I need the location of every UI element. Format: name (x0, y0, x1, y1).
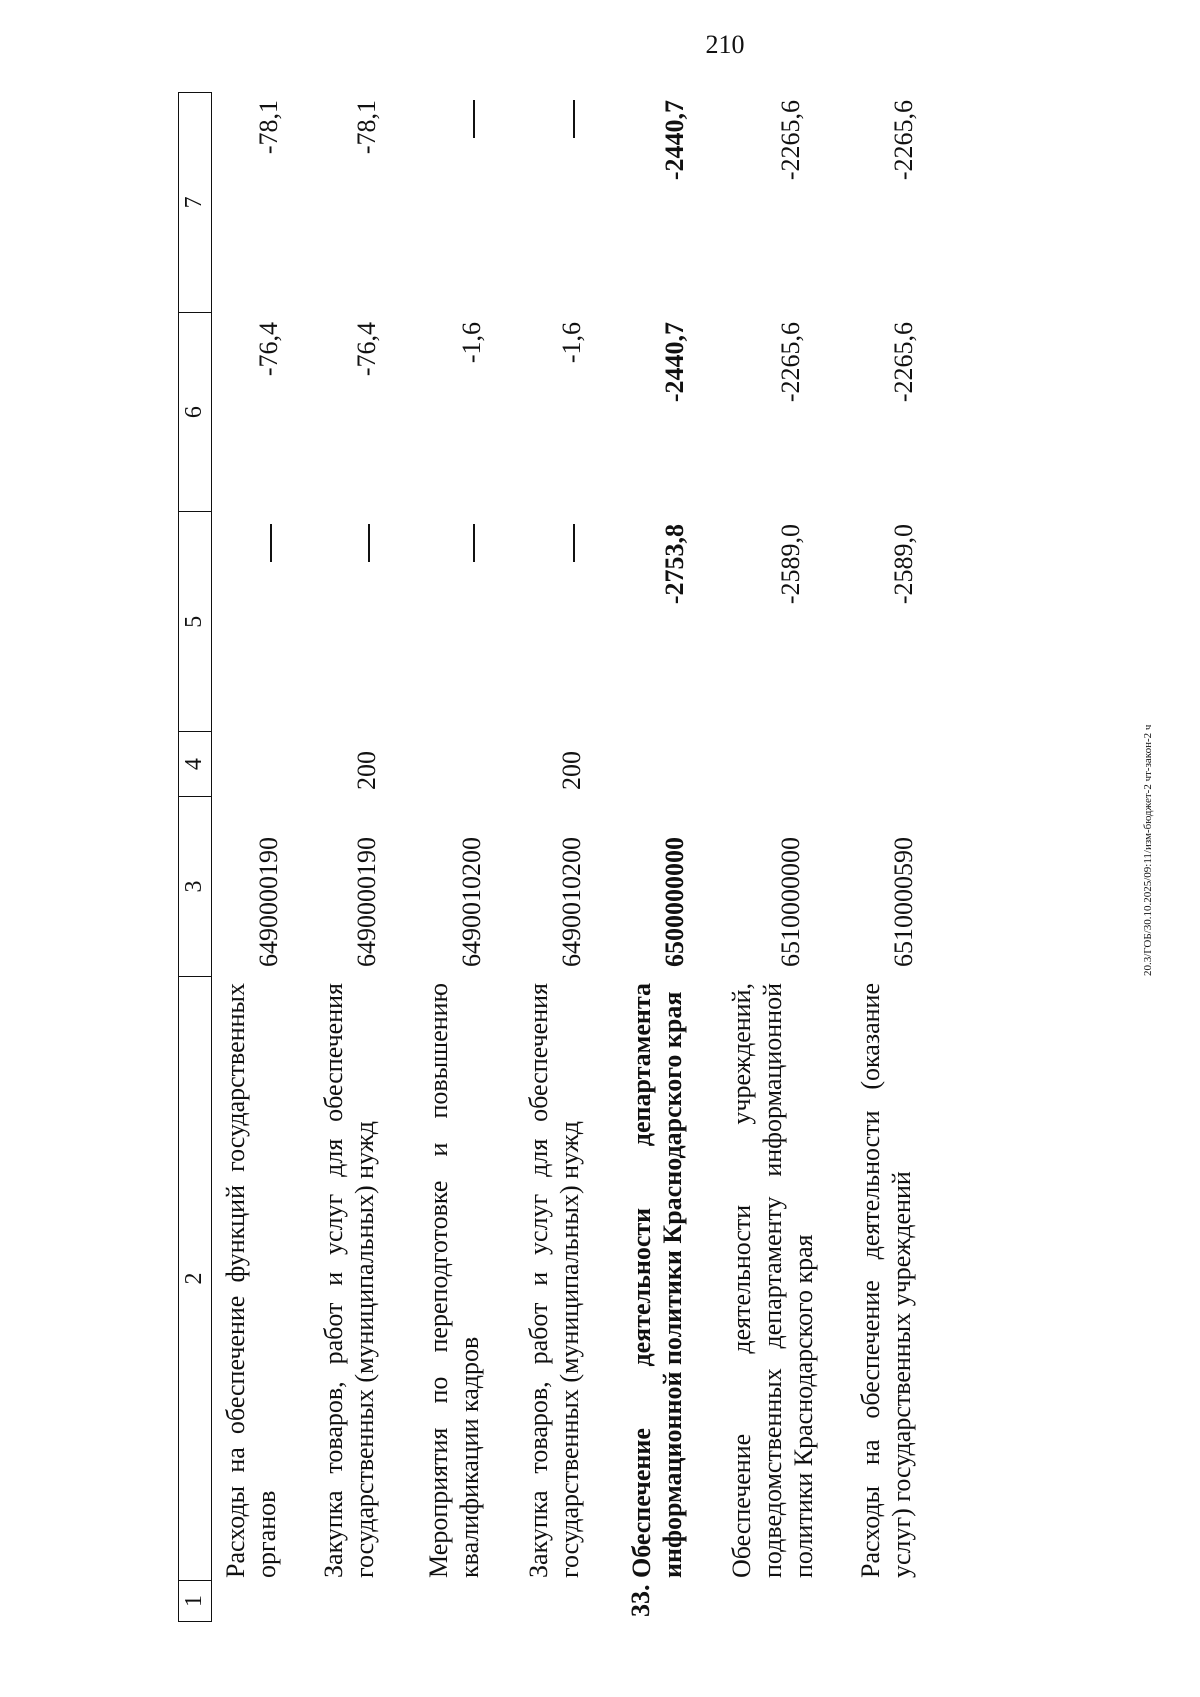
row-expense-type: 200 (557, 751, 586, 790)
row-value-col5 (352, 524, 382, 732)
row-value-col7: -2265,6 (889, 100, 918, 181)
dash-mark (573, 524, 575, 562)
row-name: Расходы на обеспечение деятельности (оказание услуг) государственных учреждений (856, 983, 916, 1578)
budget-table (178, 92, 1078, 1622)
row-name: Обеспечение деятельности департамента информационной политики Краснодарского края (627, 983, 687, 1578)
header-col-1: 1 (181, 1595, 207, 1608)
header-col-7: 7 (179, 93, 211, 313)
row-value-col6: -76,4 (254, 322, 283, 377)
row-number: 33. (626, 1584, 655, 1617)
row-code: 6490000190 (352, 837, 381, 967)
dash-mark (368, 524, 370, 562)
row-name: Закупка товаров, работ и услуг для обеспечения государственных (муниципальных) нужд (524, 983, 584, 1578)
row-value-col7: -2265,6 (776, 100, 805, 181)
row-value-col6: -1,6 (557, 322, 586, 364)
row-name: Закупка товаров, работ и услуг для обеспечения государственных (муниципальных) нужд (319, 983, 379, 1578)
header-col-6: 6 (179, 313, 211, 513)
row-code: 6510000000 (776, 837, 805, 967)
row-value-col5: -2589,0 (889, 524, 918, 605)
row-value-col6: -2265,6 (776, 322, 805, 403)
row-name: Обеспечение деятельности учреждений, подведомственных департаменту информационной политики Краснодарского края (727, 983, 818, 1578)
row-value-col5: -2753,8 (660, 524, 689, 605)
row-value-col7: -78,1 (352, 100, 381, 155)
row-code: 6500000000 (660, 837, 689, 967)
row-code: 6490000190 (254, 837, 283, 967)
row-value-col5: -2589,0 (776, 524, 805, 605)
dash-mark (573, 100, 575, 138)
table-header (178, 92, 212, 1622)
rotated-table (178, 92, 1078, 1622)
row-value-col5 (557, 524, 587, 732)
header-col-4: 4 (179, 732, 211, 797)
dash-mark (270, 524, 272, 562)
header-col-5: 5 (179, 512, 211, 732)
row-name: Расходы на обеспечение функций государственных органов (221, 983, 281, 1578)
row-name: Мероприятия по переподготовке и повышению квалификации кадров (424, 983, 484, 1578)
row-value-col7: -78,1 (254, 100, 283, 155)
row-code: 6490010200 (457, 837, 486, 967)
row-value-col6: -76,4 (352, 322, 381, 377)
row-value-col6: -1,6 (457, 322, 486, 364)
row-value-col5 (457, 524, 487, 732)
row-value-col7 (457, 100, 487, 312)
page-number: 210 (705, 30, 745, 59)
row-value-col7: -2440,7 (660, 100, 689, 181)
row-value-col5 (254, 524, 284, 732)
row-code: 6510000590 (889, 837, 918, 967)
dash-mark (473, 524, 475, 562)
row-value-col6: -2265,6 (889, 322, 918, 403)
header-col-3: 3 (179, 797, 211, 977)
footer-stamp: 20.3/ГОБ/30.10.2025/09:11/изм-бюджет-2 чт-закон-2 ч (1142, 724, 1154, 976)
row-value-col7 (557, 100, 587, 312)
dash-mark (473, 100, 475, 138)
row-code: 6490010200 (557, 837, 586, 967)
header-col-2: 2 (179, 977, 211, 1581)
row-value-col6: -2440,7 (660, 322, 689, 403)
row-expense-type: 200 (352, 751, 381, 790)
